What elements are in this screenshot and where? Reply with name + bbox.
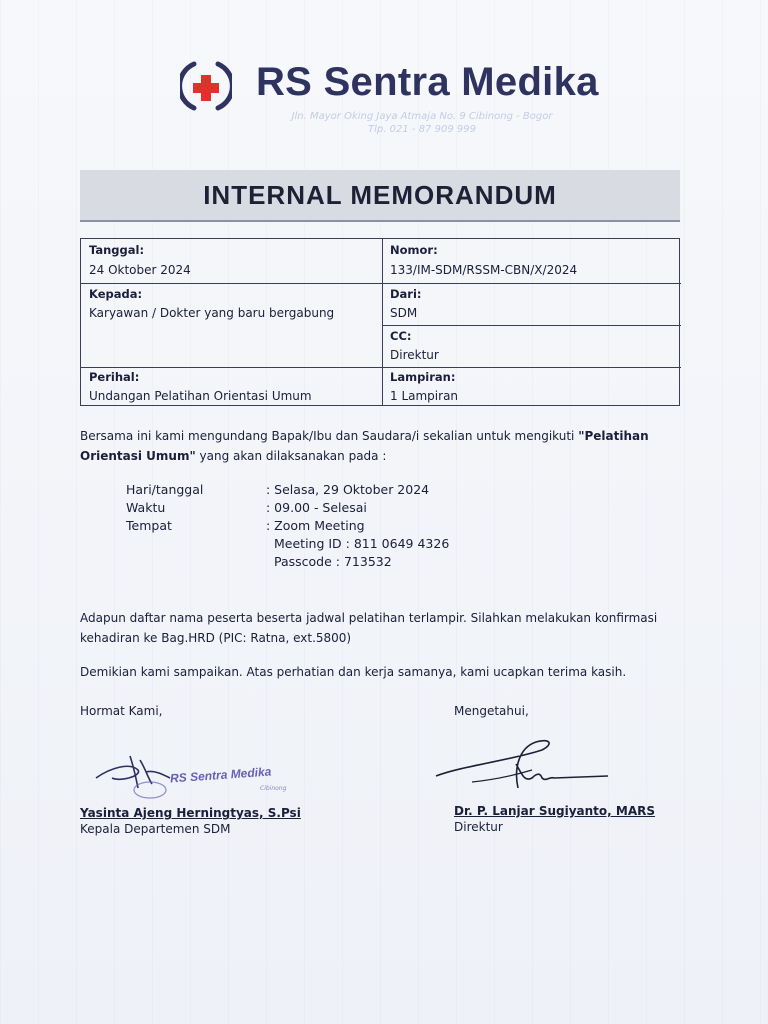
address-line: Jln. Mayor Oking Jaya Atmaja No. 9 Cibinong - Bogor xyxy=(291,111,553,122)
memo-title: INTERNAL MEMORANDUM xyxy=(203,180,557,210)
nomor-label: Nomor: xyxy=(390,243,438,257)
tanggal-label: Tanggal: xyxy=(89,243,145,257)
stamp-subtext: Cibinong xyxy=(260,785,287,792)
table-divider xyxy=(382,325,681,326)
left-signature-icon xyxy=(90,748,180,808)
right-signer-title: Direktur xyxy=(454,820,503,834)
cc-value: Direktur xyxy=(390,348,439,362)
closing-paragraph: Demikian kami sampaikan. Atas perhatian dan kerja samanya, kami ucapkan terima kasih. xyxy=(80,665,627,679)
hospital-address xyxy=(256,110,588,136)
intro-paragraph xyxy=(80,426,692,466)
hari-value: : Selasa, 29 Oktober 2024 xyxy=(266,482,430,497)
phone-line: Tlp. 021 - 87 909 999 xyxy=(368,124,476,135)
intro-text: Bersama ini kami mengundang Bapak/Ibu dan Saudara/i sekalian untuk mengikuti xyxy=(80,429,579,443)
right-signature-icon xyxy=(432,736,612,806)
memo-info-table xyxy=(80,238,680,406)
intro-text-end: yang akan dilaksanakan pada : xyxy=(195,449,387,463)
tanggal-value: 24 Oktober 2024 xyxy=(89,263,191,277)
right-signer-name: Dr. P. Lanjar Sugiyanto, MARS xyxy=(454,804,656,818)
training-name: "Pelatihan Orientasi Umum" xyxy=(80,429,649,463)
nomor-value: 133/IM-SDM/RSSM-CBN/X/2024 xyxy=(390,263,578,277)
hari-label: Hari/tanggal xyxy=(126,482,204,497)
waktu-value: : 09.00 - Selesai xyxy=(266,500,367,515)
lampiran-value: 1 Lampiran xyxy=(390,389,459,403)
perihal-label: Perihal: xyxy=(89,370,140,384)
perihal-value: Undangan Pelatihan Orientasi Umum xyxy=(89,389,312,403)
right-greeting: Mengetahui, xyxy=(454,704,529,718)
lampiran-label: Lampiran: xyxy=(390,370,456,384)
cc-label: CC: xyxy=(390,329,412,343)
meeting-id: Meeting ID : 811 0649 4326 xyxy=(274,536,450,551)
participants-paragraph: Adapun daftar nama peserta beserta jadwal pelatihan terlampir. Silahkan melakukan konfirmasi kehadiran ke Bag.HRD (PIC: Ratna, ext.5800) xyxy=(80,611,658,645)
kepada-label: Kepada: xyxy=(89,287,143,301)
dari-label: Dari: xyxy=(390,287,422,301)
kepada-value: Karyawan / Dokter yang baru bergabung xyxy=(89,306,335,320)
waktu-label: Waktu xyxy=(126,500,166,515)
table-divider xyxy=(382,239,383,405)
table-divider xyxy=(81,367,681,368)
hospital-name: RS Sentra Medika xyxy=(256,60,599,104)
tempat-label: Tempat xyxy=(126,518,172,533)
passcode: Passcode : 713532 xyxy=(274,554,392,569)
company-stamp: RS Sentra Medika xyxy=(169,764,272,786)
hospital-logo-icon xyxy=(180,56,232,116)
left-signer-title: Kepala Departemen SDM xyxy=(80,822,231,836)
left-signer-name: Yasinta Ajeng Herningtyas, S.Psi xyxy=(80,806,301,820)
dari-value: SDM xyxy=(390,306,418,320)
left-greeting: Hormat Kami, xyxy=(80,704,163,718)
tempat-value: : Zoom Meeting xyxy=(266,518,365,533)
table-divider xyxy=(81,283,681,284)
